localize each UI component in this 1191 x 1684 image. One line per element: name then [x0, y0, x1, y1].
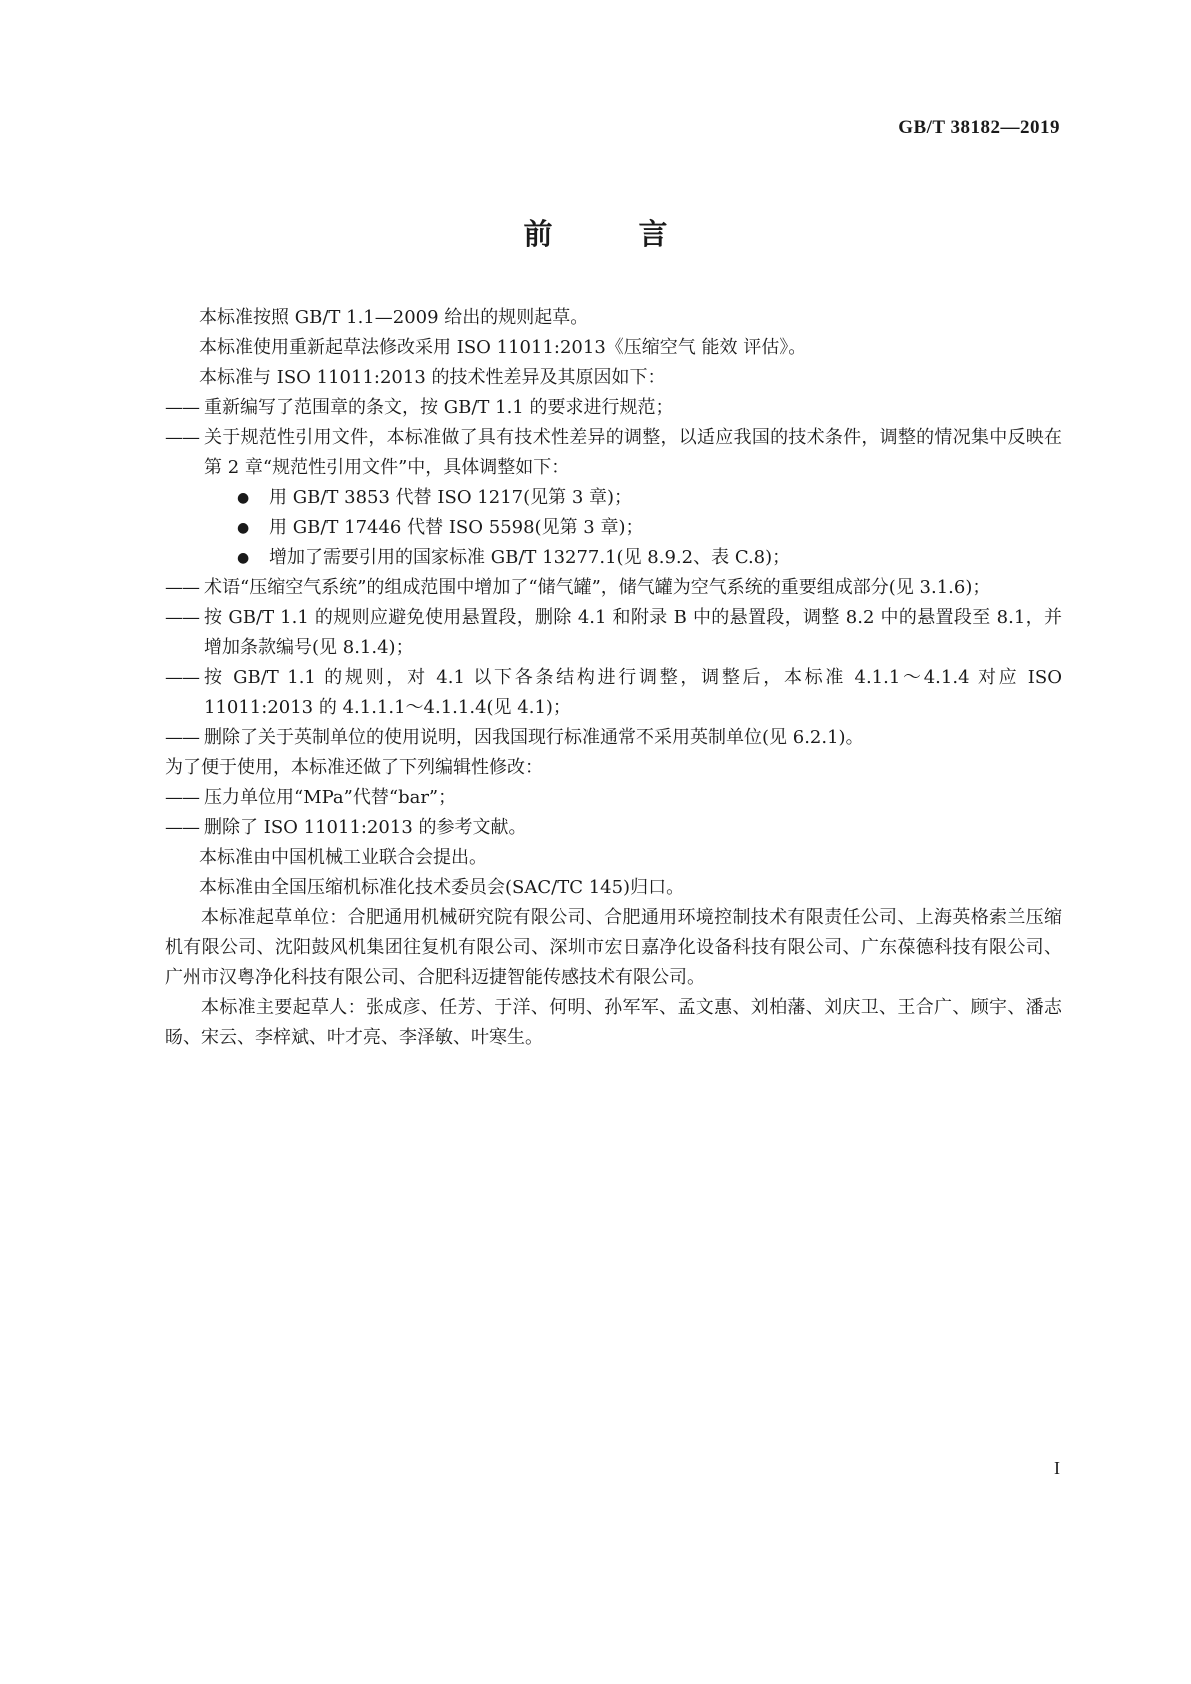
- dash-item-text: 按 GB/T 1.1 的规则，对 4.1 以下各条结构进行调整，调整后，本标准 4.1.1～4.1.4 对应 ISO 11011:2013 的 4.1.1.1～4.1.1.4(见 4.1)；: [204, 667, 1062, 718]
- bullet-item: [165, 543, 1062, 573]
- dash-item: [165, 663, 1062, 723]
- paragraph-drafting-rules: 本标准按照 GB/T 1.1—2009 给出的规则起草。: [199, 307, 589, 328]
- dash-marker: ——: [165, 397, 199, 418]
- dash-marker: ——: [165, 727, 199, 748]
- dash-item-text: 按 GB/T 1.1 的规则应避免使用悬置段，删除 4.1 和附录 B 中的悬置段，调整 8.2 中的悬置段至 8.1，并增加条款编号(见 8.1.4)；: [204, 607, 1062, 658]
- dash-item-text: 删除了关于英制单位的使用说明，因我国现行标准通常不采用英制单位(见 6.2.1)。: [204, 727, 864, 748]
- dash-item-text: 重新编写了范围章的条文，按 GB/T 1.1 的要求进行规范；: [204, 397, 674, 418]
- paragraph-drafting-organizations: 本标准起草单位：合肥通用机械研究院有限公司、合肥通用环境控制技术有限责任公司、上海英格索兰压缩机有限公司、沈阳鼓风机集团往复机有限公司、深圳市宏日嘉净化设备科技有限公司、广东葆德科技有限公司、广州市汉粤净化科技有限公司、合肥科迈捷智能传感技术有限公司。: [165, 907, 1062, 988]
- page-number: I: [1054, 1458, 1060, 1478]
- dash-item-text: 关于规范性引用文件，本标准做了具有技术性差异的调整，以适应我国的技术条件，调整的情况集中反映在第 2 章“规范性引用文件”中，具体调整如下：: [204, 427, 1062, 478]
- paragraph-under-jurisdiction: 本标准由全国压缩机标准化技术委员会(SAC/TC 145)归口。: [199, 877, 685, 898]
- bullet-item-text: 增加了需要引用的国家标准 GB/T 13277.1(见 8.9.2、表 C.8)；: [269, 547, 791, 568]
- dash-marker: ——: [165, 577, 199, 598]
- dash-marker: ——: [165, 787, 199, 808]
- bullet-item-text: 用 GB/T 3853 代替 ISO 1217(见第 3 章)；: [269, 487, 633, 508]
- dash-item: [165, 783, 1062, 813]
- foreword-body: [165, 303, 1062, 1053]
- dash-item-text: 删除了 ISO 11011:2013 的参考文献。: [204, 817, 527, 838]
- paragraph-adoption: 本标准使用重新起草法修改采用 ISO 11011:2013《压缩空气 能效 评估》。: [199, 337, 807, 358]
- dash-marker: ——: [165, 667, 199, 688]
- dash-item: [165, 723, 1062, 753]
- dash-item-text: 压力单位用“MPa”代替“bar”；: [204, 787, 457, 808]
- bullet-icon: ●: [237, 550, 250, 566]
- bullet-icon: ●: [237, 490, 250, 506]
- dash-marker: ——: [165, 427, 199, 448]
- dash-marker: ——: [165, 817, 199, 838]
- paragraph-differences-intro: 本标准与 ISO 11011:2013 的技术性差异及其原因如下：: [199, 367, 666, 388]
- dash-item: [165, 573, 1062, 603]
- page-title: 前 言: [523, 217, 706, 251]
- dash-item: [165, 603, 1062, 663]
- paragraph-main-drafters: 本标准主要起草人：张成彦、任芳、于洋、何明、孙军军、孟文惠、刘柏藩、刘庆卫、王合广、顾宇、潘志旸、宋云、李梓斌、叶才亮、李泽敏、叶寒生。: [165, 997, 1062, 1048]
- paragraph-editorial-intro: 为了便于使用，本标准还做了下列编辑性修改：: [165, 757, 543, 778]
- standard-code: GB/T 38182—2019: [898, 117, 1060, 138]
- bullet-icon: ●: [237, 520, 250, 536]
- bullet-item: [165, 513, 1062, 543]
- dash-marker: ——: [165, 607, 199, 628]
- dash-item: [165, 423, 1062, 483]
- bullet-item-text: 用 GB/T 17446 代替 ISO 5598(见第 3 章)；: [269, 517, 644, 538]
- dash-item: [165, 813, 1062, 843]
- dash-item-text: 术语“压缩空气系统”的组成范围中增加了“储气罐”，储气罐为空气系统的重要组成部分(见 3.1.6)；: [204, 577, 991, 598]
- paragraph-proposed-by: 本标准由中国机械工业联合会提出。: [199, 847, 487, 868]
- bullet-item: [165, 483, 1062, 513]
- dash-item: [165, 393, 1062, 423]
